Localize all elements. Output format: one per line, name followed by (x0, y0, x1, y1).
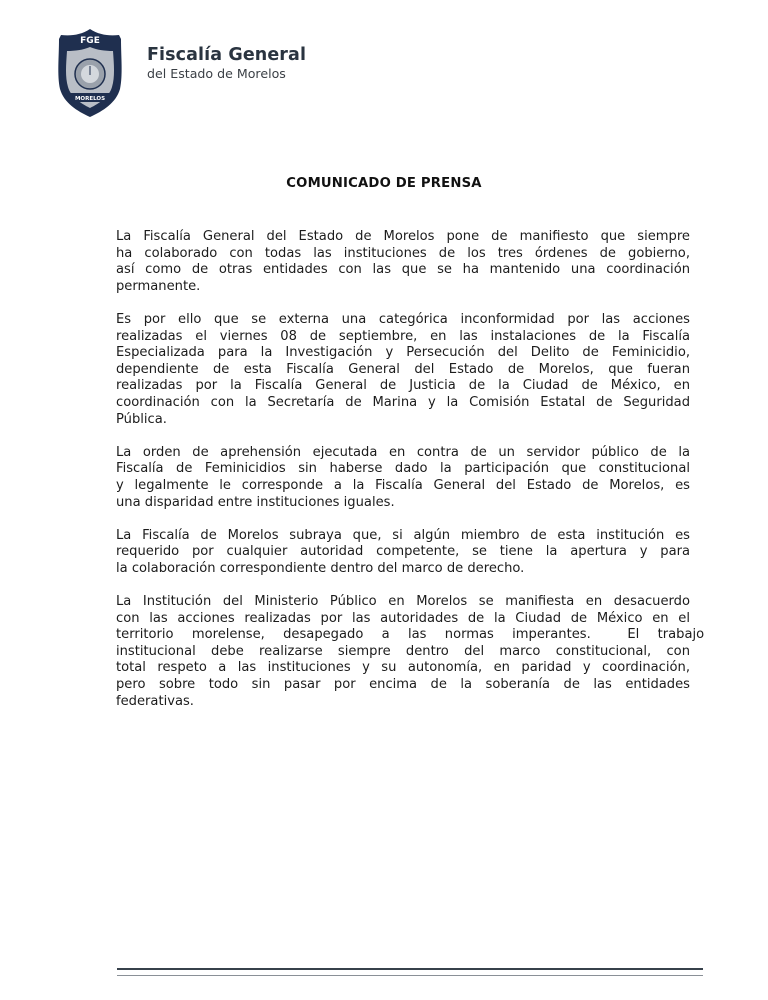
paragraph-line: Es por ello que se externa una categórica inconformidad por las acciones (116, 311, 690, 327)
paragraph (116, 312, 690, 428)
paragraph-line: territorio morelense, desapegado a las normas imperantes. El trabajo (116, 627, 705, 643)
organization-name: Fiscalía General (147, 45, 307, 65)
paragraph-line: La Institución del Ministerio Público en Morelos se manifiesta en desacuerdo (116, 594, 690, 610)
paragraph-line: coordinación con la Secretaría de Marina y la Comisión Estatal de Seguridad (116, 394, 690, 410)
paragraph-line: con las acciones realizadas por las autoridades de la Ciudad de México en el (116, 610, 690, 626)
paragraph-line: Pública. (116, 411, 167, 427)
paragraph-line: La Fiscalía General del Estado de Morelos pone de manifiesto que siempre (116, 229, 690, 244)
paragraph-line: total respeto a las instituciones y su autonomía, en paridad y coordinación, (116, 660, 690, 676)
paragraph-line: pero sobre todo sin pasar por encima de la soberanía de las entidades (116, 677, 690, 693)
paragraph-line: dependiente de esta Fiscalía General del Estado de Morelos, que fueran (116, 361, 690, 377)
footer-rule-thick (117, 968, 703, 970)
paragraph-line: y legalmente le corresponde a la Fiscalía General del Estado de Morelos, es (116, 477, 690, 493)
paragraph-line: Fiscalía de Feminicidios sin haberse dado la participación que constitucional (116, 461, 690, 477)
paragraph-line: federativas. (116, 693, 194, 709)
document-title: COMUNICADO DE PRENSA (286, 176, 482, 191)
paragraph-line: Especializada para la Investigación y Persecución del Delito de Feminicidio, (116, 345, 690, 361)
paragraph (116, 594, 705, 710)
paragraph-line: La orden de aprehensión ejecutada en contra de un servidor público de la (116, 444, 690, 460)
paragraph-line: institucional debe realizarse siempre dentro del marco constitucional, con (116, 643, 690, 659)
paragraph-line: La Fiscalía de Morelos subraya que, si algún miembro de esta institución es (116, 527, 690, 543)
badge-bottom-text: MORELOS (74, 96, 106, 102)
organization-block (147, 45, 306, 82)
letterhead (55, 27, 306, 122)
paragraph (116, 445, 690, 511)
organization-subtitle: del Estado de Morelos (147, 66, 286, 81)
paragraph-line: una disparidad entre instituciones iguales. (116, 494, 395, 510)
paragraph-line: permanente. (116, 278, 201, 294)
paragraph (116, 229, 690, 295)
paragraph-line: la colaboración correspondiente dentro del marco de derecho. (116, 560, 525, 576)
paragraph-line: requerido por cualquier autoridad competente, se tiene la apertura y para (116, 544, 690, 560)
paragraph-line: realizadas por la Fiscalía General de Justicia de la Ciudad de México, en (116, 378, 690, 394)
paragraph-line: así como de otras entidades con las que se ha mantenido una coordinación (116, 262, 690, 278)
paragraph (116, 528, 690, 578)
fge-shield-badge-icon (55, 27, 125, 119)
paragraph-line: ha colaborado con todas las instituciones de los tres órdenes de gobierno, (116, 245, 690, 261)
document-body (116, 229, 705, 727)
badge-top-text: FGE (80, 36, 100, 46)
paragraph-line: realizadas el viernes 08 de septiembre, en las instalaciones de la Fiscalía (116, 328, 690, 344)
footer-rule-thin (117, 975, 703, 976)
